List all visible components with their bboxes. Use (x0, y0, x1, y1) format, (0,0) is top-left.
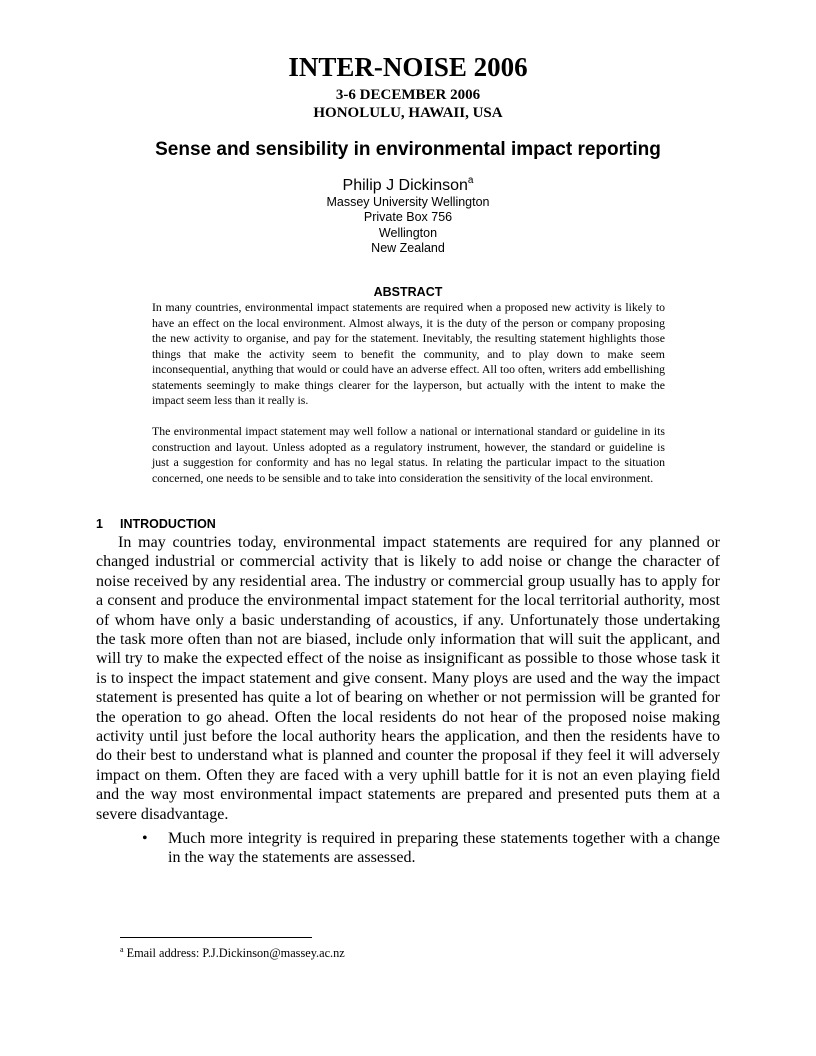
footnote-email: Email address: P.J.Dickinson@massey.ac.nz (126, 946, 345, 960)
conference-dates: 3-6 DECEMBER 2006 (335, 87, 481, 103)
bullet-icon: • (142, 830, 148, 847)
affiliation-institution: Massey University Wellington (326, 195, 490, 209)
conference-location: HONOLULU, HAWAII, USA (313, 105, 503, 121)
abstract-paragraph-2: The environmental impact statement may well follow a national or international standard or guideline in its construction and layout. Unless adopted as a regulatory instrument, however, the standard or guideline is just a suggestion for conformity and has no legal status. In relating the particular impact to the situation concerned, one needs to be sensible and to take into consideration the sensitivity of the local environment. (152, 424, 665, 485)
introduction-paragraph: In may countries today, environmental impact statements are required for any planned or changed industrial or commercial activity that is likely to add noise or change the character of noise received by any residential area. The industry or commercial group usually has to apply for a consent and produce the environmental impact statement for the local territorial authority, most of whom have only a basic understanding of acoustics, if any. Unfortunately those undertaking the task more often than not are biased, include only information that will suit the applicant, and will try to make the expected effect of the noise as insignificant as possible to those whose task it is to inspect the impact statement and give consent. Many ploys are used and the way the impact statement is presented has quite a lot of bearing on whether or not permission will be granted for the operation to go ahead. Often the local residents do not hear of the proposed noise making activity until just before the local authority hears the application, and then the residents have to do their best to understand what is planned and counter the proposal if they feel it will adversely impact on them. Often they are faced with a very uphill battle for it is not an even playing field and the way most environmental impact statements are prepared and presented puts them at a severe disadvantage. (96, 534, 720, 823)
abstract-paragraph-1: In many countries, environmental impact statements are required when a proposed new activity is likely to have an effect on the local environment. Almost always, it is the duty of the person or company proposing the new activity to organise, and pay for the statement. Inevitably, the resulting statement highlights those things that make the activity seem to benefit the community, and to play down to make seem inconsequential, anything that would or could have an adverse effect. All too often, writers add embellishing statements seemingly to make things clearer for the layperson, but actually with the intent to make the impact seem less than it really is. (152, 300, 665, 408)
section-title: INTRODUCTION (120, 517, 216, 531)
bullet-item (142, 829, 720, 868)
section-number: 1 (96, 517, 103, 531)
footnote-divider (120, 937, 312, 938)
affiliation-country: New Zealand (371, 241, 445, 255)
author-line (0, 176, 816, 196)
author-name: Philip J Dickinson (342, 177, 468, 194)
author-footnote-mark: a (467, 175, 474, 186)
section-heading-introduction (96, 516, 216, 532)
abstract-heading: ABSTRACT (373, 285, 443, 299)
footnote (120, 946, 345, 961)
affiliation-box: Private Box 756 (363, 210, 453, 224)
paper-title: Sense and sensibility in environmental impact reporting (155, 139, 661, 160)
bullet-text: Much more integrity is required in preparing these statements together with a change in the way the statements are assessed. (168, 830, 720, 867)
affiliation-city: Wellington (378, 226, 438, 240)
footnote-mark: a (120, 945, 124, 954)
conference-title: INTER-NOISE 2006 (288, 52, 528, 82)
